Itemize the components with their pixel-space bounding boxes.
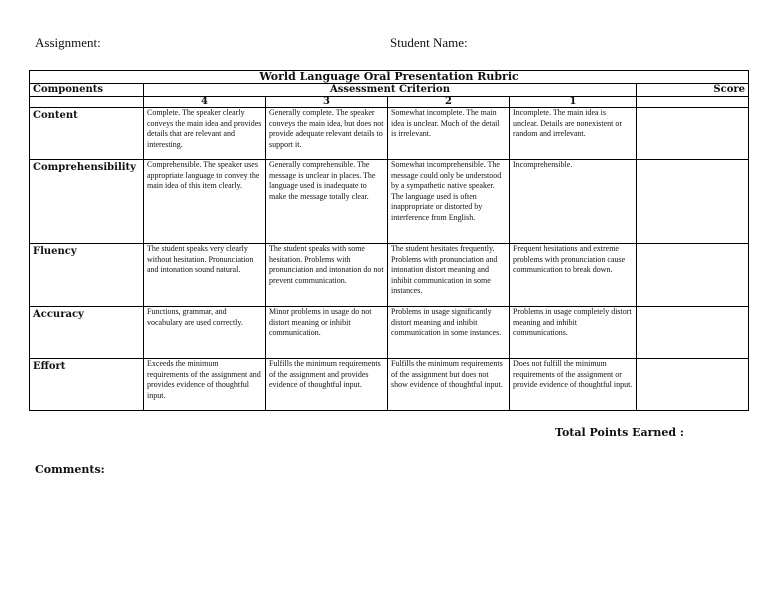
cell-effort-2: Fulfills the minimum requirements of the assignment but does not show evidence of thoughtful input. [388,359,510,411]
comments-label: Comments: [35,463,105,476]
cell-effort-1: Does not fulfill the minimum requirements of the assignment or provide evidence of thoughtful input. [510,359,637,411]
cell-effort-4: Exceeds the minimum requirements of the assignment and provides evidence of thoughtful input. [144,359,266,411]
score-header: Score [637,84,749,97]
level-2-header: 2 [388,97,510,108]
cell-content-2: Somewhat incomplete. The main idea is unclear. Much of the detail is irrelevant. [388,108,510,160]
student-name-label: Student Name: [390,35,468,50]
score-cell-effort[interactable] [637,359,749,411]
rubric-table [29,70,749,411]
score-cell-comprehensibility[interactable] [637,160,749,244]
cell-fluency-3: The student speaks with some hesitation. Problems with pronunciation and intonation do not prevent communication. [266,244,388,307]
cell-content-1: Incomplete. The main idea is unclear. Details are nonexistent or random and irrelevant. [510,108,637,160]
table-row [30,244,749,307]
cell-comprehensibility-4: Comprehensible. The speaker uses appropriate language to convey the main idea of this item clearly. [144,160,266,244]
row-label-effort: Effort [30,359,144,411]
level-spacer [30,97,144,108]
rubric-title: World Language Oral Presentation Rubric [30,71,749,84]
row-label-content: Content [30,108,144,160]
assignment-label: Assignment: [35,35,101,50]
table-row [30,359,749,411]
components-header: Components [30,84,144,97]
row-label-comprehensibility: Comprehensibility [30,160,144,244]
level-3-header: 3 [266,97,388,108]
table-row [30,307,749,359]
score-cell-accuracy[interactable] [637,307,749,359]
assessment-criterion-header: Assessment Criterion [144,84,637,97]
score-spacer [637,97,749,108]
cell-fluency-4: The student speaks very clearly without hesitation. Pronunciation and intonation sound natural. [144,244,266,307]
score-cell-fluency[interactable] [637,244,749,307]
level-4-header: 4 [144,97,266,108]
cell-accuracy-2: Problems in usage significantly distort meaning and inhibit communication in some instances. [388,307,510,359]
total-points-label: Total Points Earned : [555,426,684,439]
row-label-fluency: Fluency [30,244,144,307]
table-row [30,160,749,244]
row-label-accuracy: Accuracy [30,307,144,359]
cell-accuracy-4: Functions, grammar, and vocabulary are used correctly. [144,307,266,359]
cell-content-4: Complete. The speaker clearly conveys the main idea and provides details that are relevant and interesting. [144,108,266,160]
cell-comprehensibility-1: Incomprehensible. [510,160,637,244]
cell-comprehensibility-2: Somewhat incomprehensible. The message could only be understood by a sympathetic native speaker. The language used is often inappropriate or distorted by interference from English. [388,160,510,244]
table-row [30,108,749,160]
level-1-header: 1 [510,97,637,108]
score-cell-content[interactable] [637,108,749,160]
cell-comprehensibility-3: Generally comprehensible. The message is unclear in places. The language used is inadequate to make the message totally clear. [266,160,388,244]
cell-accuracy-3: Minor problems in usage do not distort meaning or inhibit communication. [266,307,388,359]
cell-fluency-1: Frequent hesitations and extreme problems with pronunciation cause communication to break down. [510,244,637,307]
cell-accuracy-1: Problems in usage completely distort meaning and inhibit communications. [510,307,637,359]
cell-content-3: Generally complete. The speaker conveys the main idea, but does not provide adequate relevant details to support it. [266,108,388,160]
cell-fluency-2: The student hesitates frequently. Problems with pronunciation and intonation distort meaning and inhibit communication in some instances. [388,244,510,307]
cell-effort-3: Fulfills the minimum requirements of the assignment and provides evidence of thoughtful input. [266,359,388,411]
